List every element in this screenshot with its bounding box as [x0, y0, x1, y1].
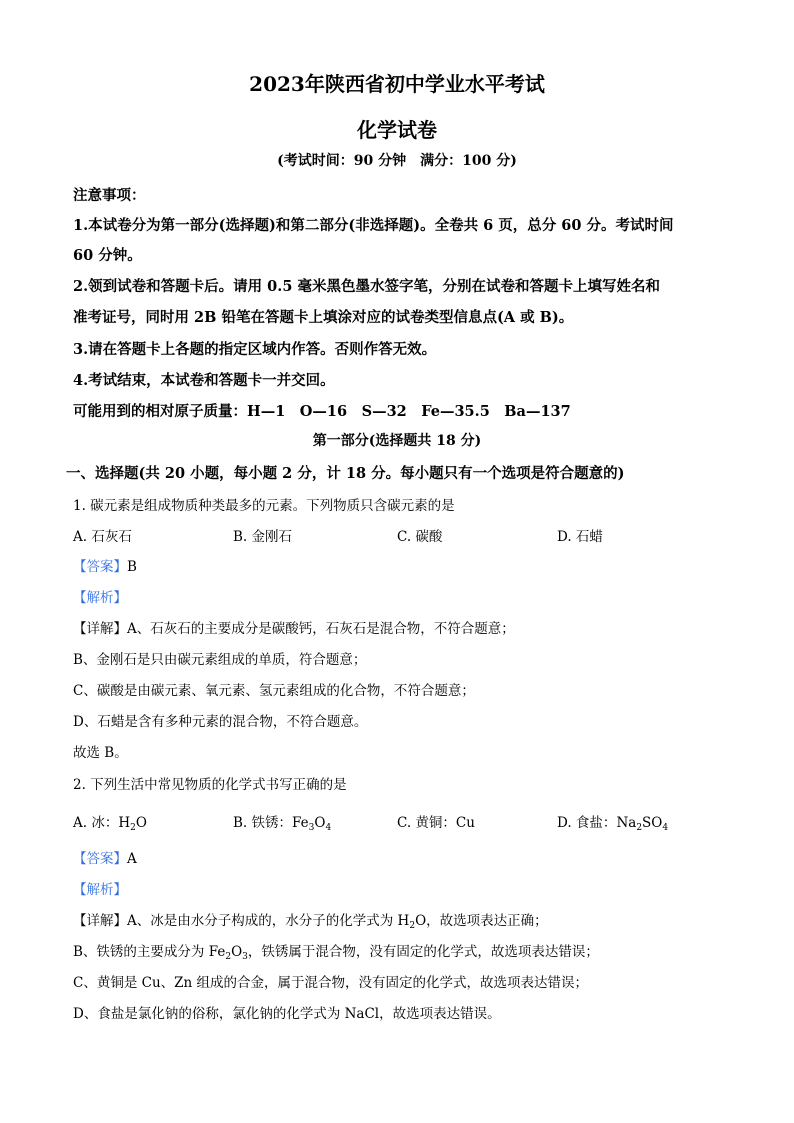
- note-2-line-1: 2.领到试卷和答题卡后。请用 0.5 毫米黑色墨水签字笔，分别在试卷和答题卡上填写姓名和: [73, 278, 660, 295]
- q2-option-b-label: B. 铁锈：: [233, 815, 293, 831]
- q2-answer-tag: 【答案】: [73, 851, 127, 867]
- note-4: 4.考试结束，本试卷和答题卡一并交回。: [73, 372, 335, 389]
- q1-detail-d: D、石蜡是含有多种元素的混合物，不符合题意。: [73, 714, 368, 730]
- q2-option-a: [73, 811, 147, 833]
- q1-answer-tag: 【答案】: [73, 559, 127, 575]
- q2-option-a-label: A. 冰：: [73, 815, 119, 831]
- q2-stem: 2. 下列生活中常见物质的化学式书写正确的是: [73, 777, 347, 793]
- q2-option-d-formula: $Na_2SO_4$: [616, 815, 669, 833]
- part1-instruction: 一、选择题(共 20 小题，每小题 2 分，计 18 分。每小题只有一个选项是符合题意的): [66, 465, 625, 482]
- q2-detail-d: D、食盐是氯化钠的俗称，氯化钠的化学式为 NaCl，故选项表达错误。: [73, 1006, 501, 1022]
- q2-detail-tag: 【详解】: [73, 913, 127, 929]
- q1-analysis-tag: 【解析】: [73, 590, 127, 606]
- q2-option-b: [233, 811, 331, 833]
- exam-info: (考试时间：90 分钟 满分：100 分): [277, 153, 517, 169]
- q1-option-d: D. 石蜡: [557, 529, 603, 545]
- part1-heading: 第一部分(选择题共 18 分): [312, 433, 482, 449]
- q2-option-c: C. 黄铜：Cu: [397, 815, 475, 831]
- q2-detail-b: B、铁锈的主要成分为 $Fe_2O_3$，铁锈属于混合物，没有固定的化学式，故选项表达错误；: [73, 944, 599, 962]
- q1-detail-a-text: A、石灰石的主要成分是碳酸钙，石灰石是混合物，不符合题意；: [127, 621, 515, 637]
- q1-conclusion: 故选 B。: [73, 745, 128, 761]
- q2-detail-a: 【详解】A、冰是由水分子构成的，水分子的化学式为 $H_2O$，故选项表达正确；: [73, 913, 548, 931]
- atomic-mass-line: 可能用到的相对原子质量：H—1 O—16 S—32 Fe—35.5 Ba—137: [73, 403, 571, 420]
- note-3: 3.请在答题卡上各题的指定区域内作答。否则作答无效。: [73, 341, 437, 358]
- q2-answer: A: [127, 851, 137, 867]
- q2-option-a-formula: $H_2O$: [118, 815, 147, 833]
- q1-detail-c: C、碳酸是由碳元素、氧元素、氢元素组成的化合物，不符合题意；: [73, 683, 475, 699]
- q2-option-d-label: D. 食盐：: [557, 815, 617, 831]
- note-1-line-1: 1.本试卷分为第一部分(选择题)和第二部分(非选择题)。全卷共 6 页，总分 60 分。考试时间: [73, 217, 674, 234]
- notes-heading: 注意事项：: [73, 187, 146, 204]
- note-2-line-2: 准考证号，同时用 2B 铅笔在答题卡上填涂对应的试卷类型信息点(A 或 B)。: [73, 309, 574, 326]
- q1-option-b: B. 金刚石: [233, 529, 293, 545]
- q1-detail-tag: 【详解】: [73, 621, 127, 637]
- q1-detail-b: B、金刚石是只由碳元素组成的单质，符合题意；: [73, 652, 367, 668]
- note-1-line-2: 60 分钟。: [73, 247, 142, 264]
- q2-detail-c: C、黄铜是 Cu、Zn 组成的合金，属于混合物，没有固定的化学式，故选项表达错误；: [73, 975, 589, 991]
- q1-answer: B: [127, 559, 137, 575]
- q1-option-c: C. 碳酸: [397, 529, 443, 545]
- q1-answer-line: [73, 555, 137, 575]
- q2-answer-line: [73, 847, 137, 867]
- q2-option-b-formula: $Fe_3O_4$: [292, 815, 332, 833]
- q1-detail-a: [73, 617, 515, 637]
- q2-analysis-tag: 【解析】: [73, 882, 127, 898]
- q1-option-a: A. 石灰石: [73, 529, 132, 545]
- subject-title: 化学试卷: [357, 118, 437, 142]
- q2-option-d: [557, 811, 668, 833]
- exam-title: 2023年陕西省初中学业水平考试: [249, 72, 545, 96]
- q1-stem: 1. 碳元素是组成物质种类最多的元素。下列物质只含碳元素的是: [73, 498, 455, 514]
